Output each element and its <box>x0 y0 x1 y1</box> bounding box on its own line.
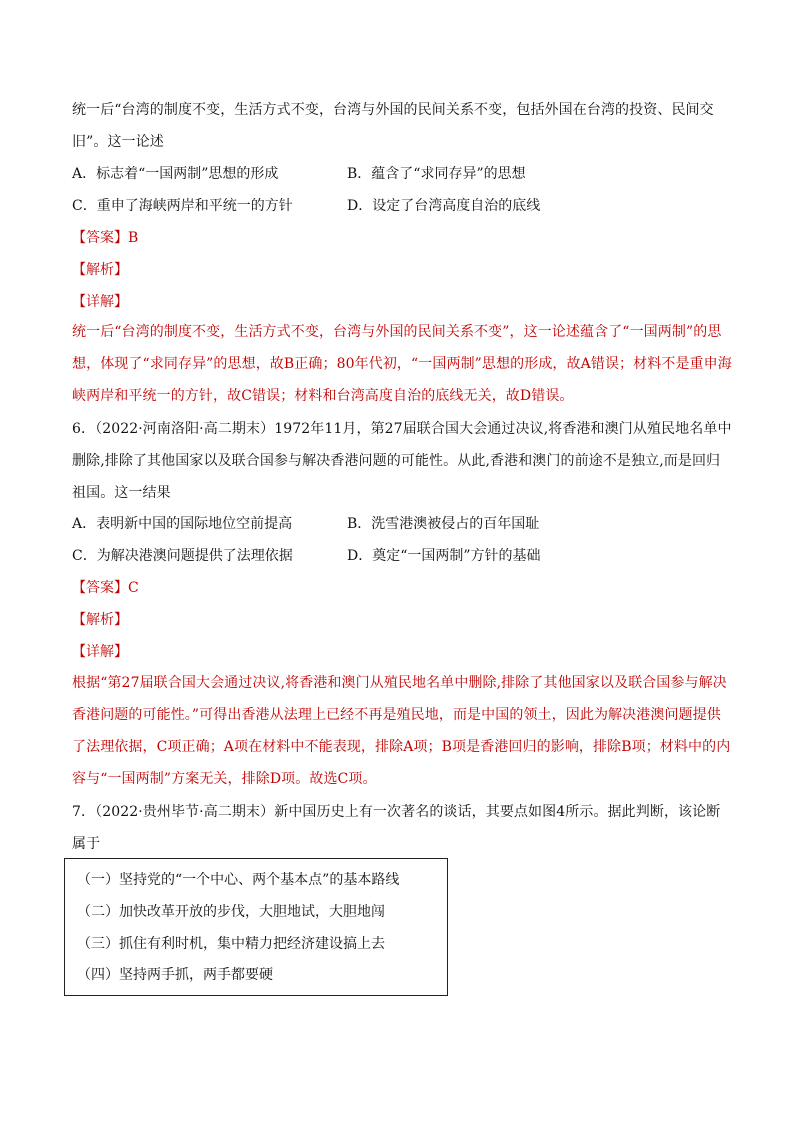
q6-detail-text: 根据“第27届联合国大会通过决议,将香港和澳门从殖民地名单中删除,排除了其他国家以及联合国参与解决香港问题的可能性。”可得出香港从法理上已经不再是殖民地，而是中国的领土，因此为解决港澳问题提供了法理依据，C项正确；A项在材料中不能表现，排除A项；B项是香港回归的影响，排除B项；材料中的内容与“一国两制”方案无关，排除D项。故选C项。 <box>72 675 731 787</box>
q5-option-d: D．设定了台湾高度自治的底线 <box>347 198 541 214</box>
q6-option-b: B．洗雪港澳被侵占的百年国耻 <box>347 516 540 532</box>
q5-option-a: A．标志着“一国两制”思想的形成 <box>72 166 279 182</box>
q7-box-item-4: （四）坚持两手抓，两手都要硬 <box>77 967 273 983</box>
q5-answer-row <box>72 227 138 249</box>
q7-box-item-2: （二）加快改革开放的步伐，大胆地试，大胆地闯 <box>77 904 385 920</box>
q7-stem: 7．（2022·贵州毕节·高二期末）新中国历史上有一次著名的谈话，其要点如图4所示。据此判断，该论断属于 <box>72 804 721 852</box>
q6-analysis-label: 【解析】 <box>72 612 128 628</box>
q6-option-a: A．表明新中国的国际地位空前提高 <box>72 516 293 532</box>
answer-value: B <box>128 230 139 246</box>
answer-label: 【答案】 <box>72 230 128 246</box>
q5-option-b: B．蕴含了“求同存异”的思想 <box>347 166 526 182</box>
q5-stem: 统一后“台湾的制度不变，生活方式不变，台湾与外国的民间关系不变，包括外国在台湾的投资、民间交旧”。这一论述 <box>72 102 714 150</box>
q5-analysis-label: 【解析】 <box>72 262 128 278</box>
q7-figure-box <box>64 858 448 996</box>
q7-box-item-1: （一）坚持党的“一个中心、两个基本点”的基本路线 <box>77 872 400 888</box>
q6-answer-row <box>72 577 139 599</box>
q5-detail-text: 统一后“台湾的制度不变，生活方式不变，台湾与外国的民间关系不变”，这一论述蕴含了“一国两制”的思想，体现了“求同存异”的思想，故B正确；80年代初，“一国两制”思想的形成，故A错误；材料不是重申海峡两岸和平统一的方针，故C错误；材料和台湾高度自治的底线无关，故D错误。 <box>72 324 732 404</box>
q7-box-item-3: （三）抓住有利时机，集中精力把经济建设搞上去 <box>77 936 385 952</box>
q6-option-c: C．为解决港澳问题提供了法理依据 <box>72 548 293 564</box>
q6-stem: 6．（2022·河南洛阳·高二期末）1972年11月，第27届联合国大会通过决议,将香港和澳门从殖民地名单中删除,排除了其他国家以及联合国参与解决香港问题的可能性。从此,香港和澳门的前途不是独立,而是回归祖国。这一结果 <box>72 421 732 501</box>
q5-detail-label: 【详解】 <box>72 294 128 310</box>
answer-label: 【答案】 <box>72 580 128 596</box>
q6-detail-label: 【详解】 <box>72 644 128 660</box>
q6-option-d: D．奠定“一国两制”方针的基础 <box>347 548 541 564</box>
answer-value: C <box>128 580 139 596</box>
q5-option-c: C．重申了海峡两岸和平统一的方针 <box>72 198 293 214</box>
